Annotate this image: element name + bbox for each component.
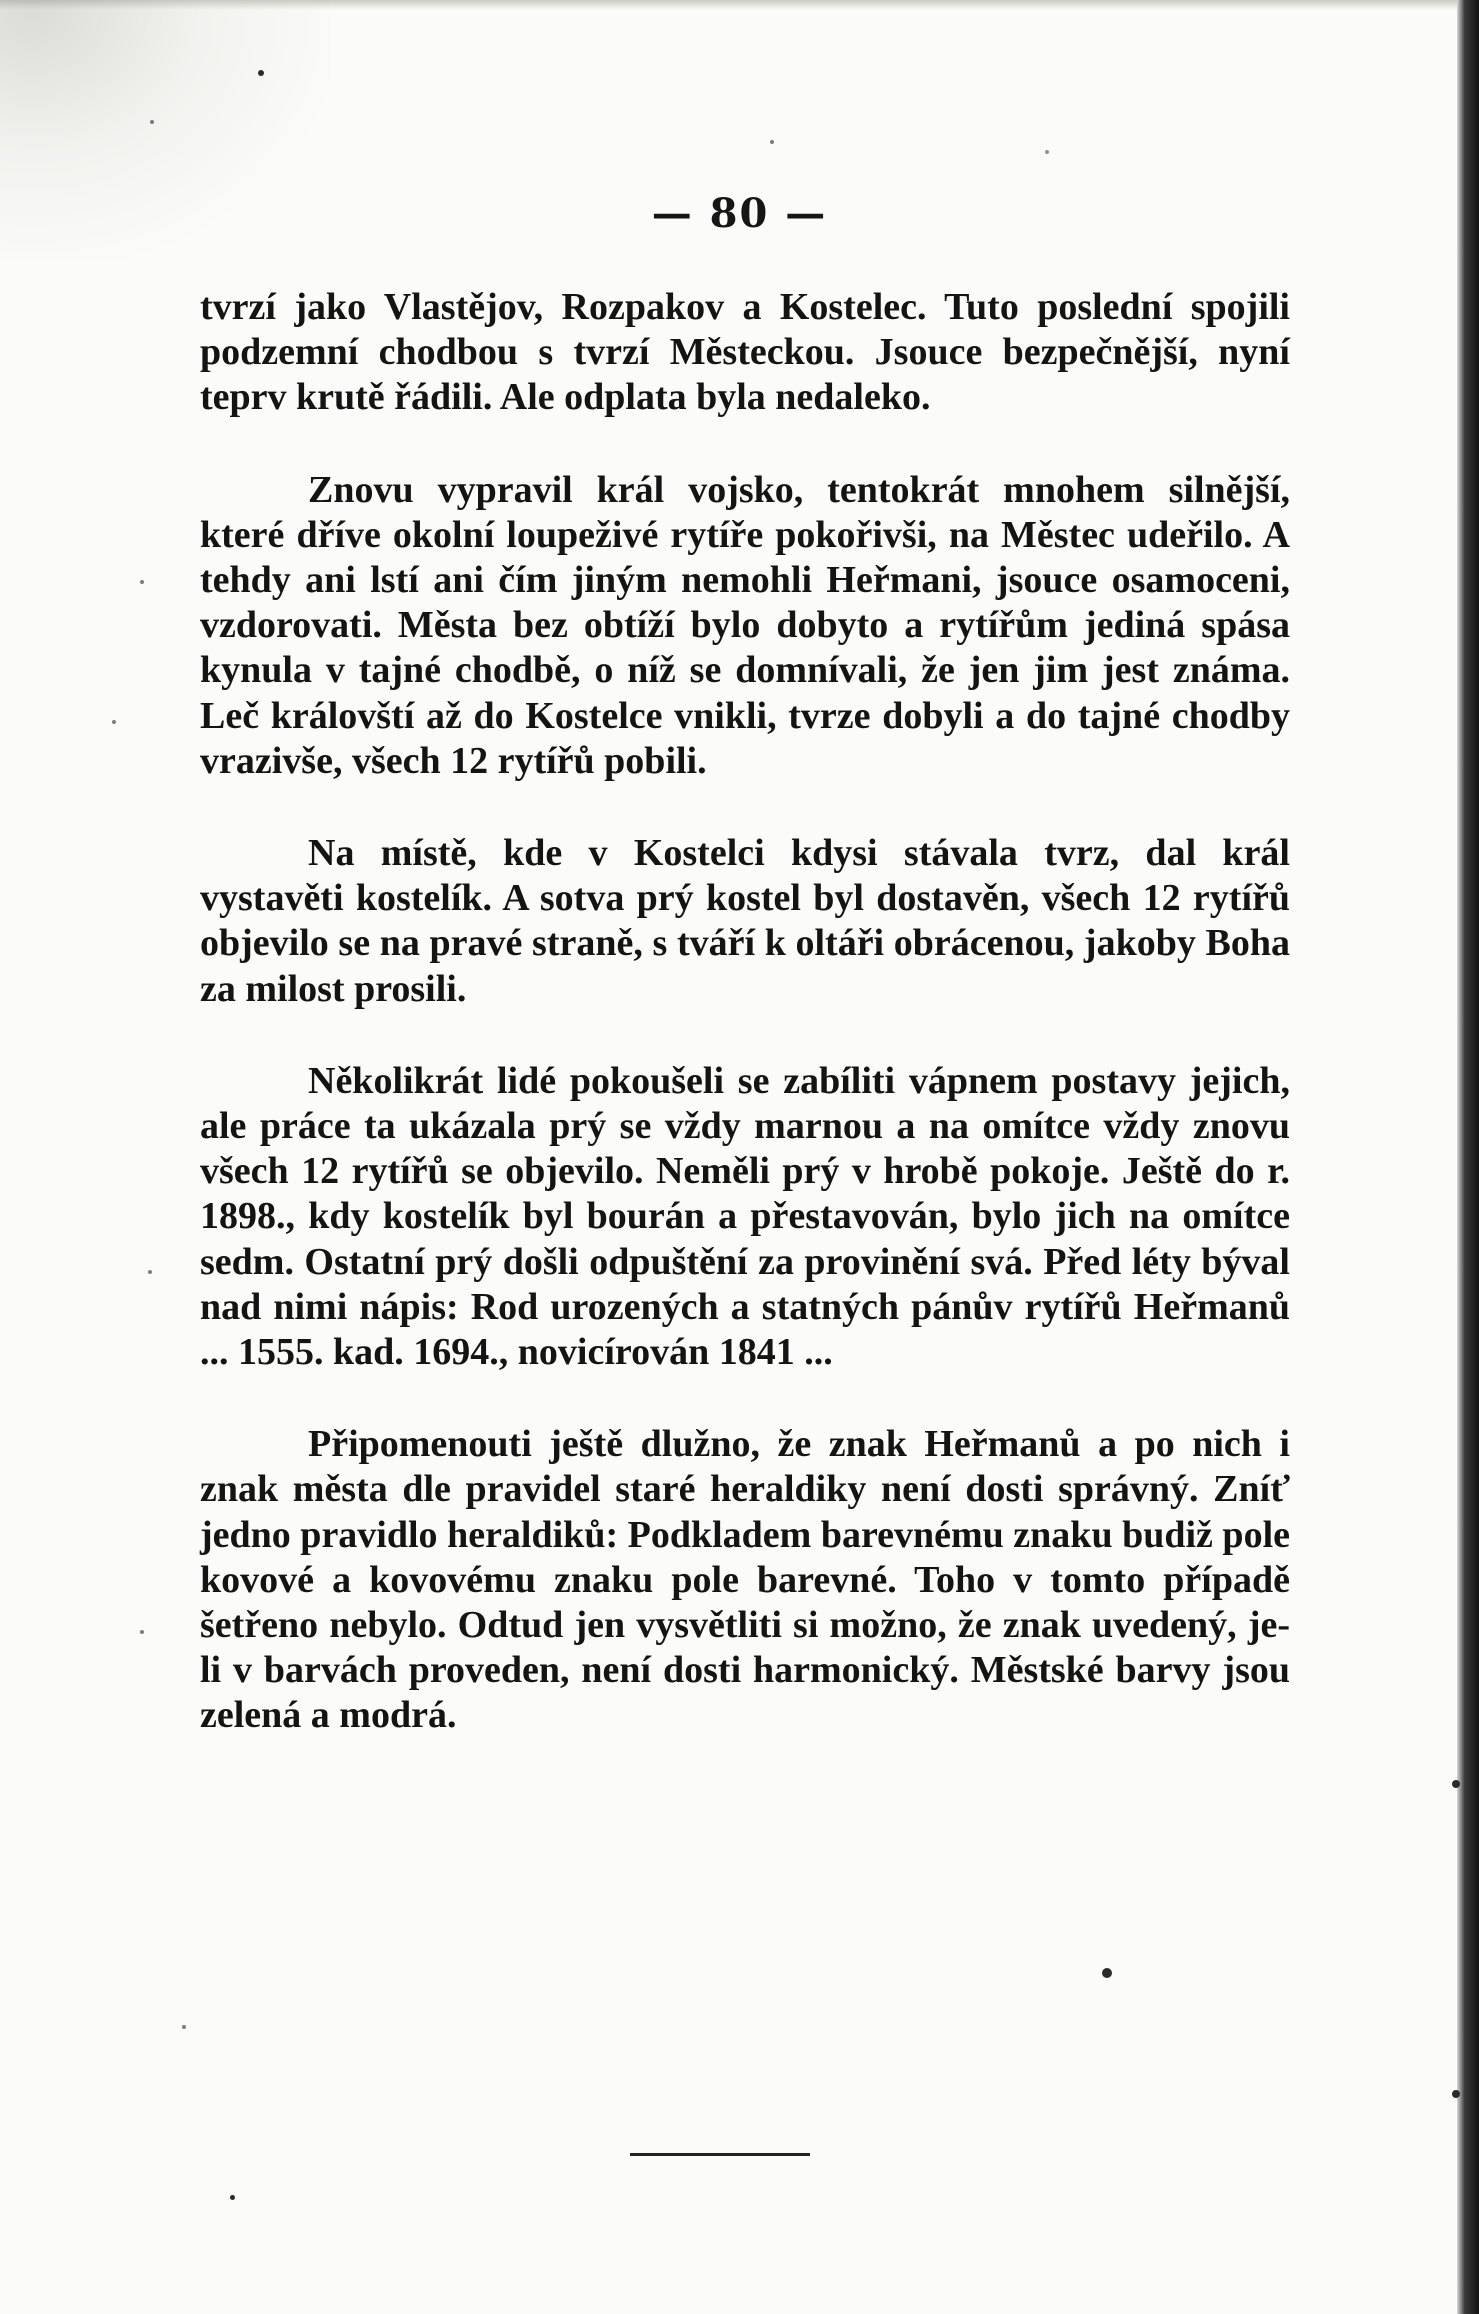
scan-speck xyxy=(258,70,264,76)
paragraph: tvrzí jako Vlastějov, Rozpakov a Kostelec. Tuto poslední spojili podzemní chodbou s tvrzí Městeckou. Jsouce bezpečnější, nyní teprv krutě řádili. Ale odplata byla nedaleko. xyxy=(200,286,1290,419)
paragraph: Na místě, kde v Kostelci kdysi stávala tvrz, dal král vystavěti kostelík. A sotva prý kostel byl dostavěn, všech 12 rytířů objevilo se na pravé straně, s tváří k oltáři obrácenou, jakoby Boha za milost prosili. xyxy=(200,832,1290,1010)
scan-speck xyxy=(148,1270,152,1274)
scan-speck xyxy=(1452,2090,1460,2098)
scan-speck xyxy=(1452,1780,1460,1788)
scan-speck xyxy=(230,2195,235,2200)
scan-edge-right xyxy=(1457,0,1479,2314)
scan-speck xyxy=(182,2025,186,2029)
paragraph: Několikrát lidé pokoušeli se zabíliti vápnem postavy jejich, ale práce ta ukázala prý se vždy marnou a na omítce vždy znovu všech 12 rytířů se objevilo. Neměli prý v hrobě pokoje. Ještě do r. 1898., kdy kostelík byl bourán a přestavován, bylo jich na omítce sedm. Ostatní prý došli odpuštění za provinění svá. Před léty býval nad nimi nápis: Rod urozených a statných pánův rytířů Heřmanů ... 1555. kad. 1694., novicírován 1841 ... xyxy=(200,1059,1290,1374)
scan-speck xyxy=(1102,1968,1112,1978)
scan-speck xyxy=(150,120,154,124)
paragraph: Připomenouti ještě dlužno, že znak Heřmanů a po nich i znak města dle pravidel staré heraldiky není dosti správný. Zníť jedno pravidlo heraldiků: Podkladem barevnému znaku budiž pole kovové a kovovému znaku pole barevné. Toho v tomto případě šetřeno nebylo. Odtud jen vysvětliti si možno, že znak uvedený, je-li v barvách proveden, není dosti harmonický. Městské barvy jsou zelená a modrá. xyxy=(200,1423,1290,1737)
page-number: — 80 — xyxy=(651,190,828,237)
scan-speck xyxy=(140,1630,144,1634)
scan-speck xyxy=(112,720,116,724)
scan-speck xyxy=(770,140,774,144)
paragraph: Znovu vypravil král vojsko, tentokrát mnohem silnější, které dříve okolní loupeživé rytíře pokořivši, na Městec udeřilo. A tehdy ani lstí ani čím jiným nemohli Heřmani, jsouce osamoceni, vzdorovati. Města bez obtíží bylo dobyto a rytířům jediná spása kynula v tajné chodbě, o níž se domnívali, že jen jim jest známa. Leč královští až do Kostelce vnikli, tvrze dobyli a do tajné chodby vrazivše, všech 12 rytířů pobili. xyxy=(200,468,1290,782)
closing-rule xyxy=(630,2153,810,2156)
body-text xyxy=(200,285,1290,1786)
scan-speck xyxy=(1045,150,1049,154)
scan-speck xyxy=(140,580,144,584)
